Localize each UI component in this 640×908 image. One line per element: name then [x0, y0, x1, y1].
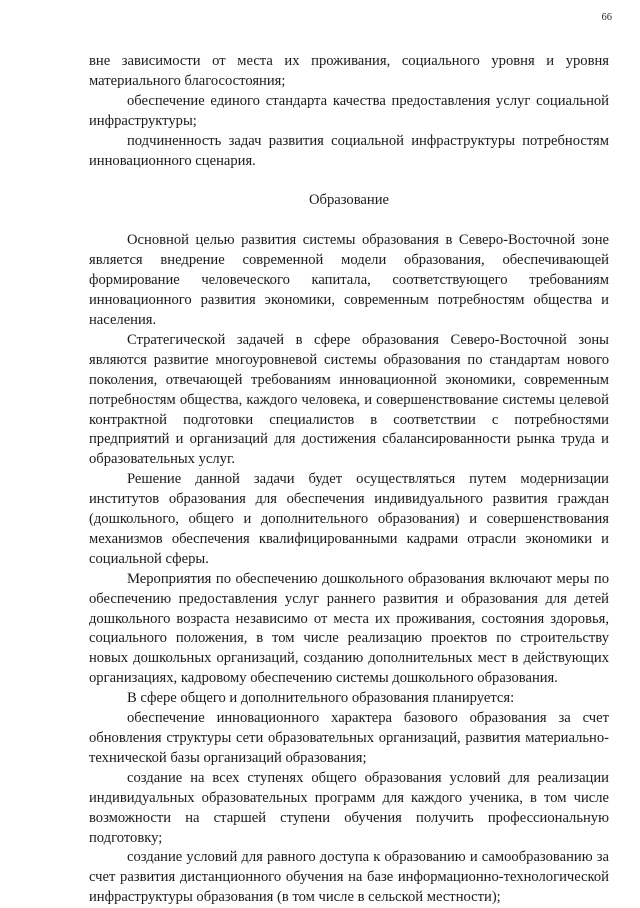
document-body [89, 52, 609, 908]
paragraph: создание условий для равного доступа к образованию и самообразованию за счет развития дистанционного обучения на базе информационно-технологической инфраструктуры образования (в том числе в сельской местности); [89, 849, 609, 906]
paragraph: вне зависимости от места их проживания, социального уровня и уровня материального благосостояния; [89, 53, 609, 89]
page-number: 66 [601, 12, 612, 23]
paragraph: Мероприятия по обеспечению дошкольного образования включают меры по обеспечению предоставления услуг раннего развития и образования для детей дошкольного возраста независимо от места их проживания, состояния здоровья, социального положения, в том числе реализацию проектов по строительству новых дошкольных организаций, созданию дополнительных мест в действующих организациях, кадровому обеспечению системы дошкольного образования. [89, 570, 609, 687]
paragraph: создание на всех ступенях общего образования условий для реализации индивидуальных образовательных программ для каждого ученика, в том числе возможности на старшей ступени обучения получить профессиональную подготовку; [89, 769, 609, 846]
paragraph: обеспечение единого стандарта качества предоставления услуг социальной инфраструктуры; [89, 92, 609, 129]
paragraph: Стратегической задачей в сфере образования Северо-Восточной зоны являются развитие многоуровневой системы образования по стандартам нового поколения, отвечающей требованиям инновационной экономики, современным потребностям общества, каждого человека, и совершенствование системы целевой контрактной подготовки специалистов в соответствии с потребностями предприятий и организаций для достижения сбалансированности рынка труда и образовательных услуг. [89, 331, 609, 468]
paragraph: обеспечение инновационного характера базового образования за счет обновления структуры сети образовательных организаций, развития материально-технической базы организаций образования; [89, 710, 609, 766]
paragraph: Решение данной задачи будет осуществляться путем модернизации институтов образования для обеспечения индивидуального развития граждан (дошкольного, общего и дополнительного образования) и совершенствования механизмов обеспечения квалифицированными кадрами отрасли экономики и социальной сферы. [89, 471, 609, 567]
paragraph: Основной целью развития системы образования в Северо-Восточной зоне является внедрение современной модели образования, обеспечивающей формирование человеческого капитала, соответствующего требованиям инновационного развития экономики, современным потребностям общества и населения. [89, 232, 609, 328]
paragraph: В сфере общего и дополнительного образования планируется: [127, 690, 515, 707]
paragraph: подчиненность задач развития социальной инфраструктуры потребностям инновационного сценария. [89, 132, 609, 169]
section-title: Образование [309, 192, 389, 209]
